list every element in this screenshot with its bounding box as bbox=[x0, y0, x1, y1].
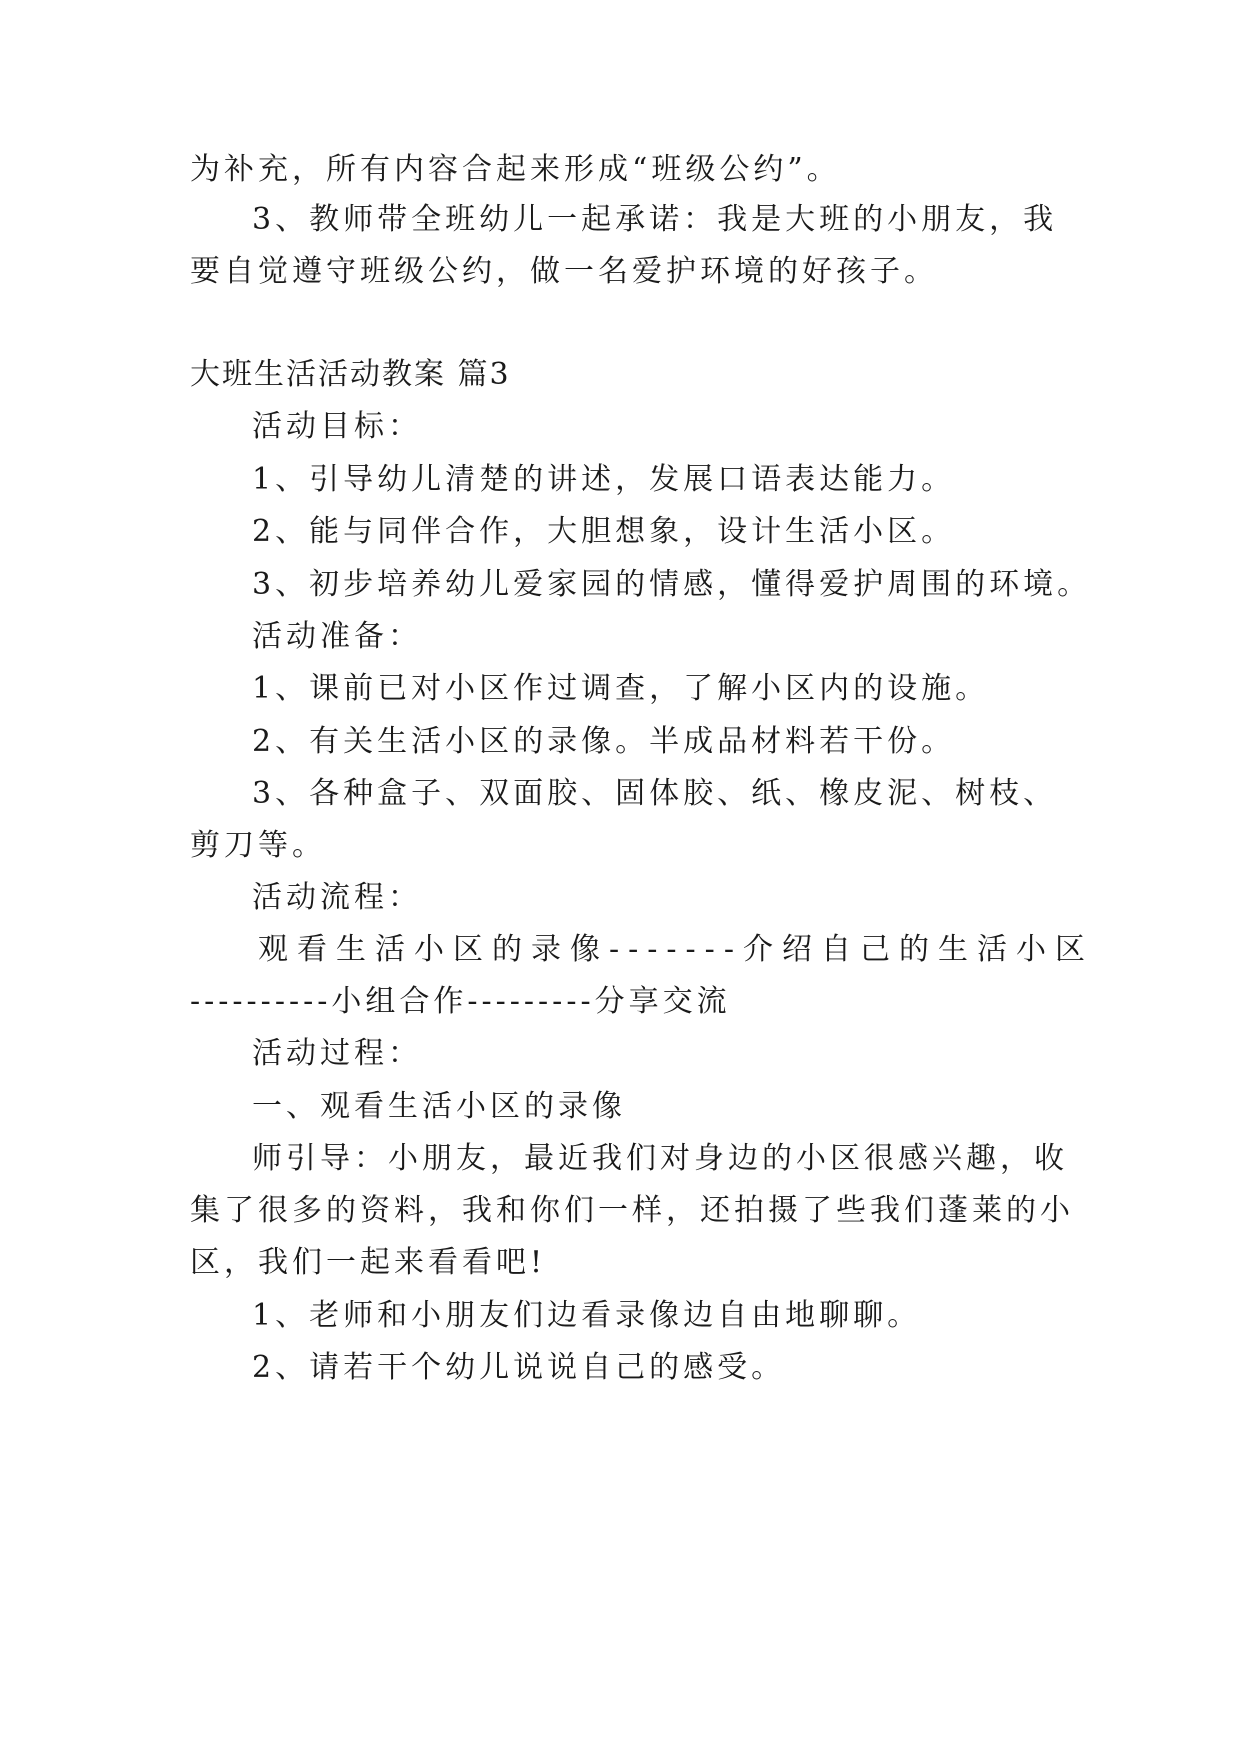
paragraph-line: 集了很多的资料，我和你们一样，还拍摄了些我们蓬莱的小 bbox=[190, 1193, 1074, 1228]
flow-line: 观看生活小区的录像-------介绍自己的生活小区 bbox=[258, 932, 1094, 967]
list-item: 3、初步培养幼儿爱家园的情感，懂得爱护周围的环境。 bbox=[252, 567, 1092, 602]
paragraph-line: 区，我们一起来看看吧! bbox=[190, 1245, 547, 1280]
list-item: 2、有关生活小区的录像。半成品材料若干份。 bbox=[252, 724, 956, 759]
list-item: 2、能与同伴合作，大胆想象，设计生活小区。 bbox=[252, 514, 956, 549]
list-item: 2、请若干个幼儿说说自己的感受。 bbox=[252, 1350, 786, 1385]
paragraph-line: 要自觉遵守班级公约，做一名爱护环境的好孩子。 bbox=[190, 254, 938, 289]
list-item: 1、引导幼儿清楚的讲述，发展口语表达能力。 bbox=[252, 462, 956, 497]
section-heading: 大班生活活动教案 篇3 bbox=[190, 357, 511, 392]
list-item: 3、各种盒子、双面胶、固体胶、纸、橡皮泥、树枝、 bbox=[252, 776, 1058, 811]
paragraph-line: 师引导：小朋友，最近我们对身边的小区很感兴趣，收 bbox=[252, 1141, 1068, 1176]
subheading-activity-preparation: 活动准备： bbox=[252, 619, 422, 654]
flow-line: ----------小组合作---------分享交流 bbox=[190, 984, 731, 1019]
subheading-activity-process: 活动过程： bbox=[252, 1036, 422, 1071]
list-item: 1、老师和小朋友们边看录像边自由地聊聊。 bbox=[252, 1298, 922, 1333]
list-item: 1、课前已对小区作过调查，了解小区内的设施。 bbox=[252, 671, 990, 706]
list-item-continuation: 剪刀等。 bbox=[190, 828, 326, 863]
step-heading: 一、观看生活小区的录像 bbox=[252, 1089, 626, 1124]
paragraph-line: 3、教师带全班幼儿一起承诺：我是大班的小朋友，我 bbox=[252, 202, 1058, 237]
paragraph-line: 为补充，所有内容合起来形成“班级公约”。 bbox=[190, 152, 841, 187]
subheading-activity-goals: 活动目标： bbox=[252, 409, 422, 444]
subheading-activity-flow: 活动流程： bbox=[252, 880, 422, 915]
